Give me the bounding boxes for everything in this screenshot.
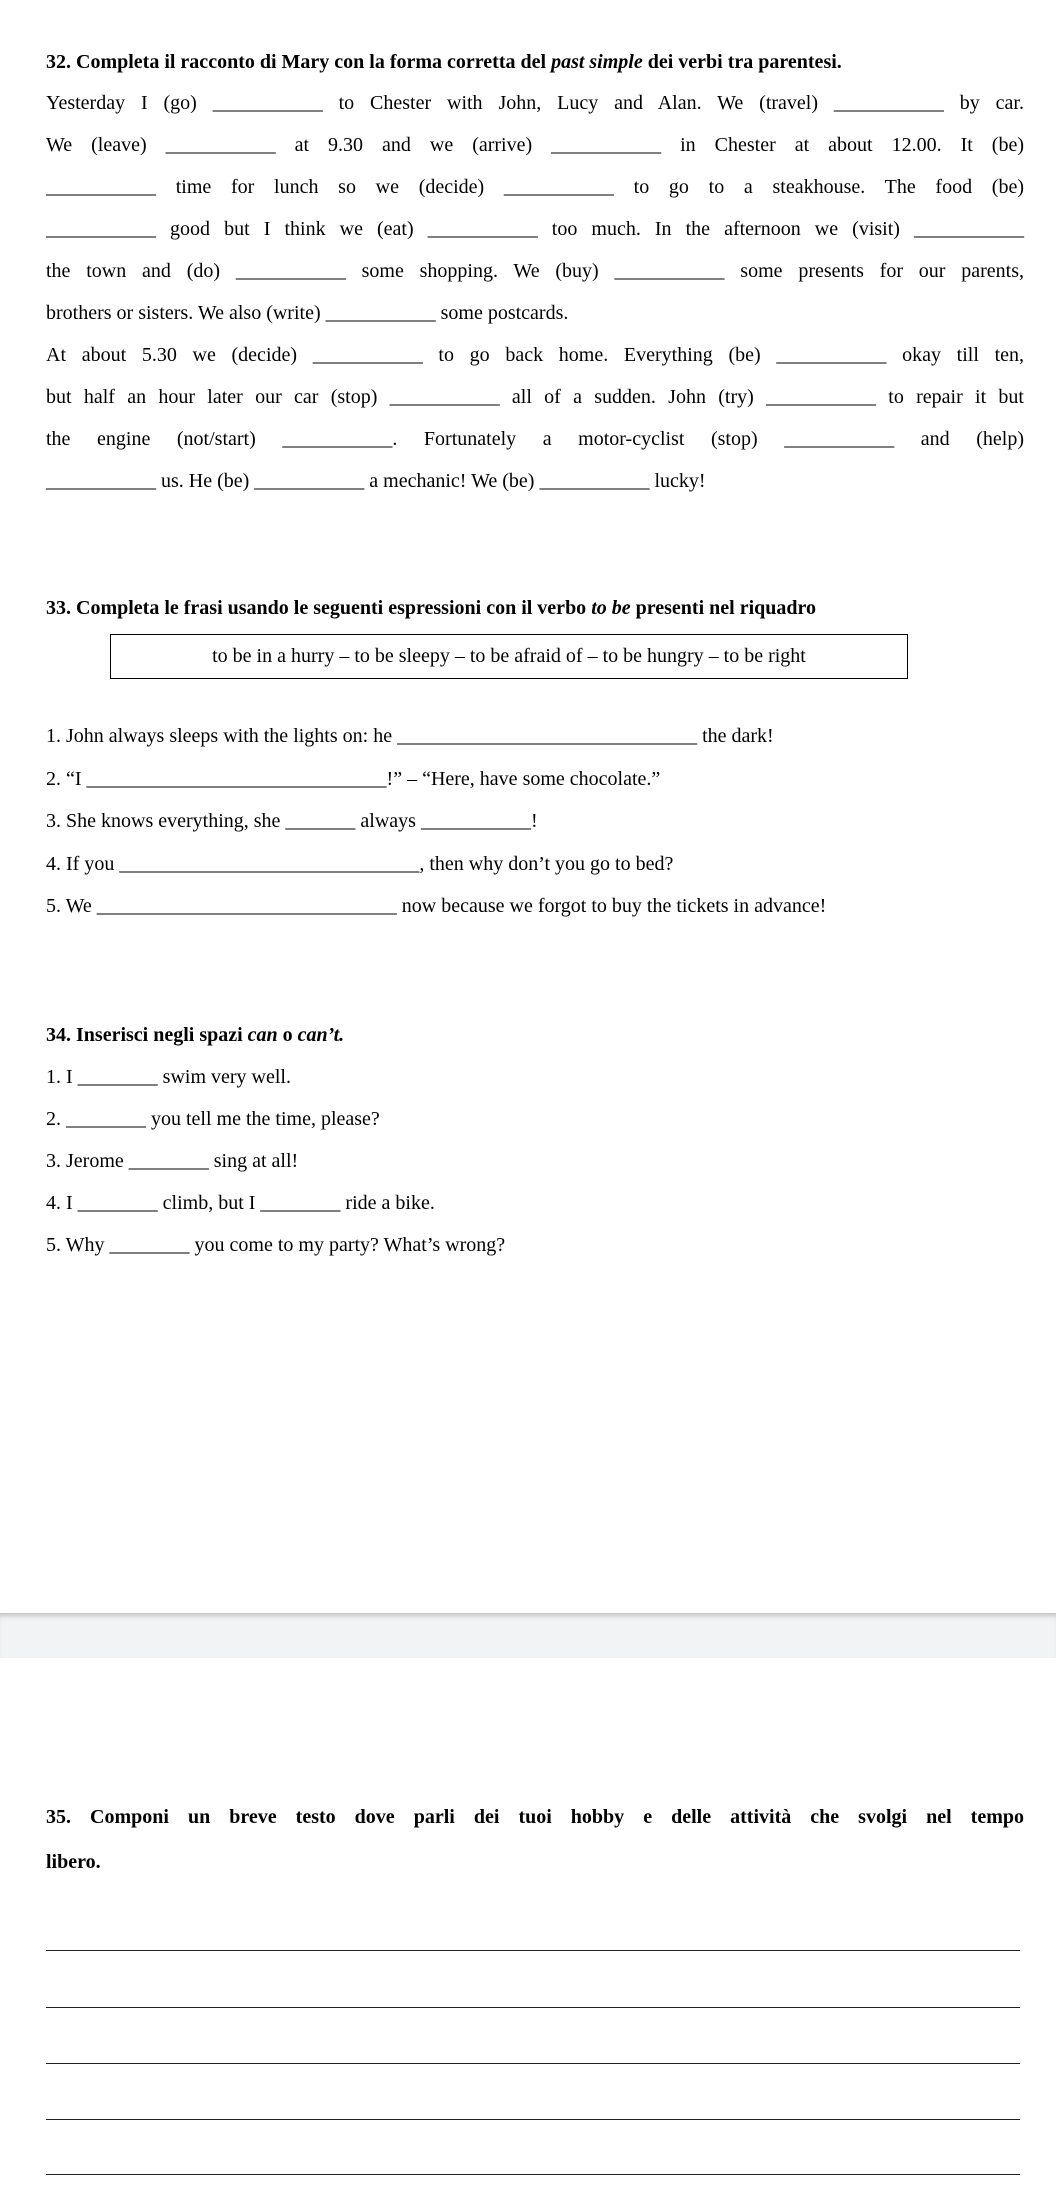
exercise-35-title-cont: libero.	[46, 1851, 101, 1873]
writing-line[interactable]	[46, 2063, 1020, 2064]
title-text: 33. Completa le frasi usando le seguenti espressioni con il verbo	[46, 597, 592, 619]
writing-line[interactable]	[46, 2007, 1020, 2008]
exercise-item: 1. I ________ swim very well.	[46, 1066, 291, 1088]
title-text: 34. Inserisci negli spazi	[46, 1024, 248, 1046]
exercise-35-title: 35. Componi un breve testo dove parli dei tuoi hobby e delle attività che svolgi nel tempo	[46, 1806, 1024, 1828]
exercise-item: 3. Jerome ________ sing at all!	[46, 1150, 299, 1172]
title-text: 32. Completa il racconto di Mary con la forma corretta del	[46, 51, 552, 73]
exercise-32-title	[46, 41, 1024, 83]
exercise-item: 2. “I ______________________________!” – “Here, have some chocolate.”	[46, 767, 661, 790]
exercise-33-items	[46, 715, 1024, 928]
exercise-item: 5. Why ________ you come to my party? What’s wrong?	[46, 1234, 506, 1256]
title-text: presenti nel riquadro	[630, 597, 817, 619]
paragraph-line: At about 5.30 we (decide) ___________ to go back home. Everything (be) ___________ okay till ten,	[46, 344, 1024, 366]
paragraph-line: We (leave) ___________ at 9.30 and we (arrive) ___________ in Chester at about 12.00. It (be)	[46, 134, 1024, 156]
expressions-box: to be in a hurry – to be sleepy – to be afraid of – to be hungry – to be right	[110, 634, 908, 679]
paragraph-line: ___________ us. He (be) ___________ a mechanic! We (be) ___________ lucky!	[46, 470, 706, 492]
writing-line[interactable]	[46, 2174, 1020, 2175]
paragraph-line: ___________ time for lunch so we (decide) ___________ to go to a steakhouse. The food (be)	[46, 176, 1024, 198]
writing-line[interactable]	[46, 2119, 1020, 2120]
exercise-item: 4. I ________ climb, but I ________ ride a bike.	[46, 1192, 435, 1214]
title-text: o	[277, 1024, 298, 1046]
exercise-34-items	[46, 1056, 1024, 1266]
title-emphasis: past simple	[551, 51, 643, 73]
paragraph-line: the engine (not/start) ___________. Fortunately a motor-cyclist (stop) ___________ and (help)	[46, 428, 1024, 450]
paragraph-line: brothers or sisters. We also (write) ___________ some postcards.	[46, 302, 569, 324]
exercise-item: 1. John always sleeps with the lights on: he ______________________________ the dark!	[46, 725, 774, 747]
paragraph-line: ___________ good but I think we (eat) ___________ too much. In the afternoon we (visit) ___________	[46, 218, 1024, 240]
exercise-item: 5. We ______________________________ now because we forgot to buy the tickets in advance!	[46, 895, 827, 917]
paragraph-line: but half an hour later our car (stop) ___________ all of a sudden. John (try) ___________ to repair it but	[46, 386, 1024, 408]
exercise-33-title	[46, 587, 1024, 629]
title-emphasis: can	[247, 1024, 278, 1046]
exercise-item: 3. She knows everything, she _______ always ___________!	[46, 810, 538, 832]
page-separator	[0, 1613, 1056, 1658]
title-text: dei verbi tra parentesi.	[642, 51, 842, 73]
exercise-item: 2. ________ you tell me the time, please?	[46, 1108, 380, 1130]
title-emphasis: can’t.	[297, 1024, 345, 1046]
exercise-item: 4. If you ______________________________, then why don’t you go to bed?	[46, 852, 674, 875]
exercise-34-title	[46, 1014, 1024, 1056]
writing-line[interactable]	[46, 1950, 1020, 1951]
title-emphasis: to be	[591, 597, 631, 619]
paragraph-line: Yesterday I (go) ___________ to Chester with John, Lucy and Alan. We (travel) ___________ by car.	[46, 92, 1024, 114]
exercise-32-paragraph	[46, 82, 1024, 502]
paragraph-line: the town and (do) ___________ some shopping. We (buy) ___________ some presents for our parents,	[46, 260, 1024, 282]
